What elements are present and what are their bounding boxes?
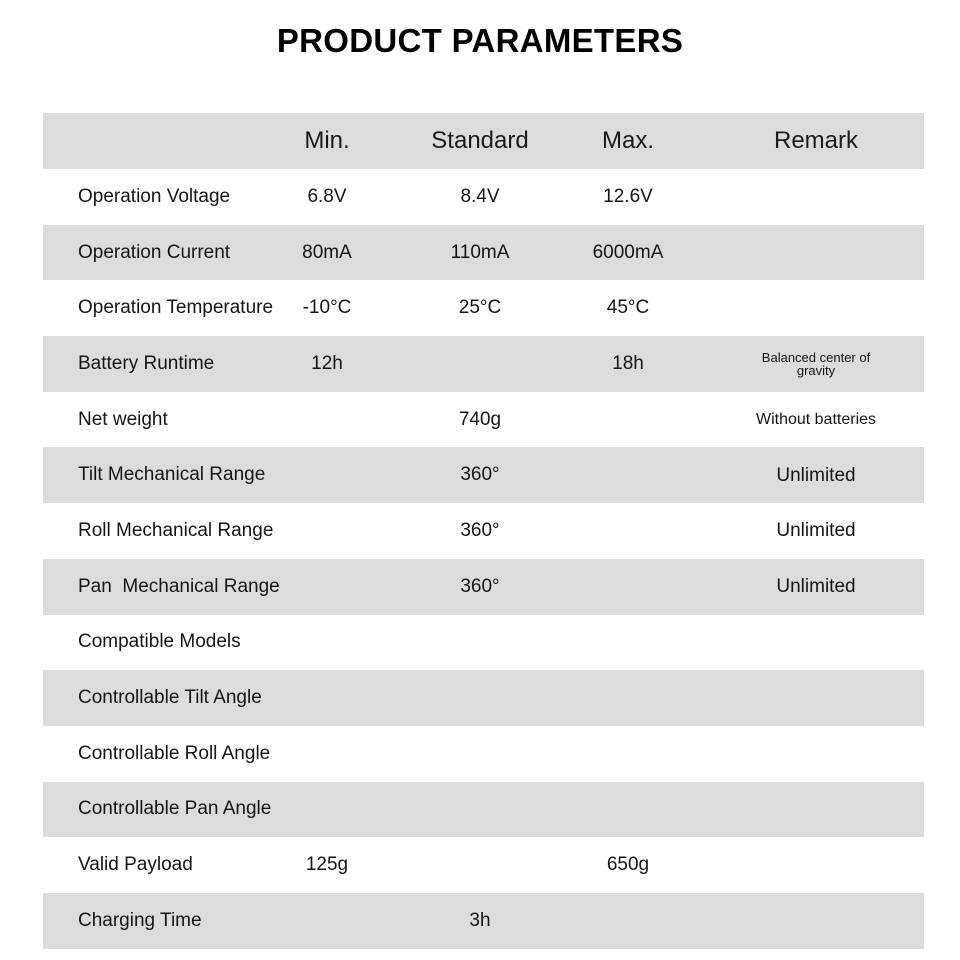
header-min: Min. xyxy=(304,127,350,154)
param-max xyxy=(573,559,683,615)
header-max: Max. xyxy=(601,127,654,154)
table-row xyxy=(43,336,924,392)
param-standard: 25°C xyxy=(458,297,502,319)
header-standard: Standard xyxy=(431,127,529,154)
page-title: PRODUCT PARAMETERS xyxy=(276,22,684,59)
param-standard xyxy=(425,837,535,893)
param-remark xyxy=(743,782,889,838)
param-name: Tilt Mechanical Range xyxy=(78,464,266,486)
param-min: 12h xyxy=(311,352,343,374)
param-remark xyxy=(743,726,889,782)
param-standard: 3h xyxy=(469,909,491,931)
param-max xyxy=(573,782,683,838)
table-row xyxy=(43,559,924,615)
param-max xyxy=(573,447,683,503)
param-name: Controllable Pan Angle xyxy=(78,798,272,820)
param-name: Operation Current xyxy=(78,241,231,263)
param-max: 6000mA xyxy=(592,241,664,263)
param-max xyxy=(573,726,683,782)
table-row xyxy=(43,503,924,559)
param-name: Valid Payload xyxy=(78,854,193,876)
table-row xyxy=(43,782,924,838)
param-remark xyxy=(743,615,889,671)
table-row xyxy=(43,893,924,949)
header-remark: Remark xyxy=(773,127,858,154)
table-row xyxy=(43,392,924,448)
param-max xyxy=(573,503,683,559)
param-min xyxy=(272,670,382,726)
param-name: Operation Temperature xyxy=(78,297,274,319)
table-row xyxy=(43,225,924,281)
param-standard: 360° xyxy=(460,575,500,597)
param-name: Compatible Models xyxy=(78,631,241,653)
param-min: 6.8V xyxy=(307,185,347,207)
param-remark: Unlimited xyxy=(776,520,856,542)
param-standard: 360° xyxy=(460,464,500,486)
table-row xyxy=(43,837,924,893)
param-min xyxy=(272,392,382,448)
param-min xyxy=(272,893,382,949)
param-name: Charging Time xyxy=(78,909,202,931)
param-max xyxy=(573,670,683,726)
param-remark xyxy=(743,169,889,225)
param-remark xyxy=(743,893,889,949)
param-remark: Unlimited xyxy=(776,464,856,486)
param-standard: 360° xyxy=(460,519,500,541)
param-max xyxy=(573,615,683,671)
param-standard xyxy=(425,336,535,392)
param-min xyxy=(272,726,382,782)
param-name: Roll Mechanical Range xyxy=(78,519,274,541)
param-standard: 8.4V xyxy=(460,185,500,207)
param-standard xyxy=(425,782,535,838)
param-min xyxy=(272,503,382,559)
param-max xyxy=(573,893,683,949)
param-max: 18h xyxy=(612,352,644,374)
param-max: 45°C xyxy=(606,297,650,319)
param-standard xyxy=(425,726,535,782)
param-remark xyxy=(743,225,889,281)
param-name: Net weight xyxy=(78,408,168,430)
param-remark: Unlimited xyxy=(776,576,856,598)
param-remark xyxy=(743,280,889,336)
param-remark: Without batteries xyxy=(755,410,877,428)
table-row xyxy=(43,615,924,671)
param-standard xyxy=(425,670,535,726)
table-header-row xyxy=(43,113,924,169)
param-min: 125g xyxy=(305,854,349,876)
table-row xyxy=(43,726,924,782)
table-row xyxy=(43,447,924,503)
param-name: Operation Voltage xyxy=(78,185,231,207)
table-row xyxy=(43,670,924,726)
param-name: Controllable Tilt Angle xyxy=(78,687,262,709)
param-min xyxy=(272,559,382,615)
param-min: 80mA xyxy=(302,241,352,263)
param-standard xyxy=(425,615,535,671)
param-remark xyxy=(743,670,889,726)
parameters-table xyxy=(43,113,924,949)
param-name: Pan Mechanical Range xyxy=(78,575,280,597)
param-standard: 110mA xyxy=(450,241,510,263)
param-max: 650g xyxy=(606,854,650,876)
param-remark xyxy=(743,837,889,893)
param-max: 12.6V xyxy=(603,185,653,207)
param-max xyxy=(573,392,683,448)
param-standard: 740g xyxy=(458,408,502,430)
param-min xyxy=(272,447,382,503)
param-min: -10°C xyxy=(302,297,352,319)
param-name: Controllable Roll Angle xyxy=(78,742,271,764)
table-row xyxy=(43,169,924,225)
table-row xyxy=(43,280,924,336)
param-name: Battery Runtime xyxy=(78,352,215,374)
param-remark: Balanced center of gravity xyxy=(761,349,871,378)
param-min xyxy=(272,615,382,671)
param-min xyxy=(272,782,382,838)
